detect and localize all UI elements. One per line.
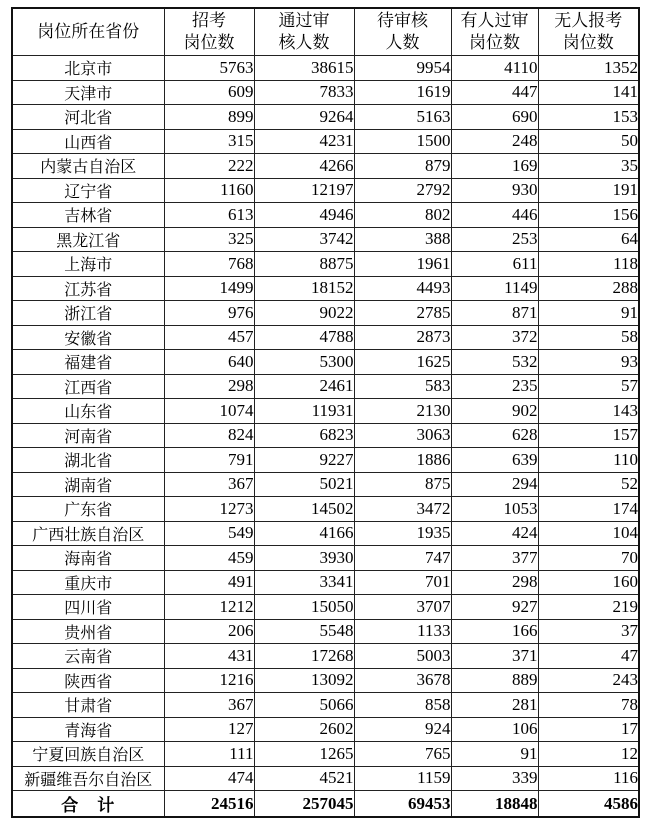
header-pending-review-people: 待审核 人数 bbox=[354, 8, 451, 56]
value-cell: 118 bbox=[538, 252, 639, 277]
value-cell: 93 bbox=[538, 350, 639, 375]
value-cell: 609 bbox=[164, 80, 254, 105]
province-cell: 天津市 bbox=[12, 80, 164, 105]
value-cell: 38615 bbox=[254, 56, 354, 81]
value-cell: 281 bbox=[451, 693, 538, 718]
province-cell: 内蒙古自治区 bbox=[12, 154, 164, 179]
value-cell: 628 bbox=[451, 423, 538, 448]
value-cell: 294 bbox=[451, 472, 538, 497]
value-cell: 583 bbox=[354, 374, 451, 399]
value-cell: 1160 bbox=[164, 178, 254, 203]
value-cell: 858 bbox=[354, 693, 451, 718]
value-cell: 6823 bbox=[254, 423, 354, 448]
value-cell: 1074 bbox=[164, 399, 254, 424]
table-row bbox=[12, 178, 639, 203]
value-cell: 1133 bbox=[354, 619, 451, 644]
value-cell: 157 bbox=[538, 423, 639, 448]
value-cell: 367 bbox=[164, 693, 254, 718]
table-row bbox=[12, 717, 639, 742]
value-cell: 3472 bbox=[354, 497, 451, 522]
value-cell: 372 bbox=[451, 325, 538, 350]
value-cell: 9954 bbox=[354, 56, 451, 81]
value-cell: 253 bbox=[451, 227, 538, 252]
value-cell: 457 bbox=[164, 325, 254, 350]
value-cell: 1961 bbox=[354, 252, 451, 277]
value-cell: 879 bbox=[354, 154, 451, 179]
value-cell: 248 bbox=[451, 129, 538, 154]
value-cell: 174 bbox=[538, 497, 639, 522]
value-cell: 5003 bbox=[354, 644, 451, 669]
table-row bbox=[12, 766, 639, 791]
value-cell: 169 bbox=[451, 154, 538, 179]
table-row bbox=[12, 56, 639, 81]
province-cell: 重庆市 bbox=[12, 570, 164, 595]
value-cell: 976 bbox=[164, 301, 254, 326]
value-cell: 4586 bbox=[538, 791, 639, 818]
value-cell: 1625 bbox=[354, 350, 451, 375]
province-cell: 广西壮族自治区 bbox=[12, 521, 164, 546]
value-cell: 459 bbox=[164, 546, 254, 571]
value-cell: 14502 bbox=[254, 497, 354, 522]
value-cell: 1500 bbox=[354, 129, 451, 154]
value-cell: 367 bbox=[164, 472, 254, 497]
value-cell: 532 bbox=[451, 350, 538, 375]
province-cell: 陕西省 bbox=[12, 668, 164, 693]
value-cell: 1159 bbox=[354, 766, 451, 791]
total-label-cell: 合 计 bbox=[12, 791, 164, 818]
value-cell: 4788 bbox=[254, 325, 354, 350]
value-cell: 127 bbox=[164, 717, 254, 742]
value-cell: 243 bbox=[538, 668, 639, 693]
province-cell: 河北省 bbox=[12, 105, 164, 130]
value-cell: 765 bbox=[354, 742, 451, 767]
value-cell: 1499 bbox=[164, 276, 254, 301]
value-cell: 5763 bbox=[164, 56, 254, 81]
value-cell: 116 bbox=[538, 766, 639, 791]
value-cell: 7833 bbox=[254, 80, 354, 105]
value-cell: 257045 bbox=[254, 791, 354, 818]
value-cell: 2792 bbox=[354, 178, 451, 203]
value-cell: 153 bbox=[538, 105, 639, 130]
value-cell: 57 bbox=[538, 374, 639, 399]
value-cell: 11931 bbox=[254, 399, 354, 424]
province-cell: 河南省 bbox=[12, 423, 164, 448]
value-cell: 106 bbox=[451, 717, 538, 742]
value-cell: 4166 bbox=[254, 521, 354, 546]
table-row bbox=[12, 105, 639, 130]
province-cell: 青海省 bbox=[12, 717, 164, 742]
province-cell: 吉林省 bbox=[12, 203, 164, 228]
value-cell: 4110 bbox=[451, 56, 538, 81]
province-cell: 黑龙江省 bbox=[12, 227, 164, 252]
value-cell: 802 bbox=[354, 203, 451, 228]
table-row bbox=[12, 227, 639, 252]
header-passed-review-people: 通过审 核人数 bbox=[254, 8, 354, 56]
value-cell: 1265 bbox=[254, 742, 354, 767]
value-cell: 4231 bbox=[254, 129, 354, 154]
table-row bbox=[12, 203, 639, 228]
province-cell: 四川省 bbox=[12, 595, 164, 620]
value-cell: 613 bbox=[164, 203, 254, 228]
province-cell: 山东省 bbox=[12, 399, 164, 424]
header-province bbox=[12, 8, 164, 56]
value-cell: 3063 bbox=[354, 423, 451, 448]
table-row bbox=[12, 521, 639, 546]
value-cell: 37 bbox=[538, 619, 639, 644]
value-cell: 1619 bbox=[354, 80, 451, 105]
value-cell: 339 bbox=[451, 766, 538, 791]
table-body bbox=[12, 56, 639, 818]
value-cell: 47 bbox=[538, 644, 639, 669]
value-cell: 3707 bbox=[354, 595, 451, 620]
value-cell: 12 bbox=[538, 742, 639, 767]
table-row bbox=[12, 154, 639, 179]
value-cell: 288 bbox=[538, 276, 639, 301]
province-cell: 甘肃省 bbox=[12, 693, 164, 718]
value-cell: 5021 bbox=[254, 472, 354, 497]
value-cell: 611 bbox=[451, 252, 538, 277]
province-cell: 上海市 bbox=[12, 252, 164, 277]
value-cell: 2873 bbox=[354, 325, 451, 350]
value-cell: 1212 bbox=[164, 595, 254, 620]
province-cell: 宁夏回族自治区 bbox=[12, 742, 164, 767]
value-cell: 1149 bbox=[451, 276, 538, 301]
value-cell: 64 bbox=[538, 227, 639, 252]
value-cell: 1053 bbox=[451, 497, 538, 522]
table-row bbox=[12, 80, 639, 105]
value-cell: 104 bbox=[538, 521, 639, 546]
value-cell: 4493 bbox=[354, 276, 451, 301]
table-row bbox=[12, 742, 639, 767]
value-cell: 91 bbox=[451, 742, 538, 767]
table-row bbox=[12, 595, 639, 620]
value-cell: 222 bbox=[164, 154, 254, 179]
value-cell: 388 bbox=[354, 227, 451, 252]
header-province-label: 岗位所在省份 bbox=[37, 22, 140, 42]
value-cell: 1935 bbox=[354, 521, 451, 546]
value-cell: 690 bbox=[451, 105, 538, 130]
value-cell: 160 bbox=[538, 570, 639, 595]
value-cell: 871 bbox=[451, 301, 538, 326]
value-cell: 3742 bbox=[254, 227, 354, 252]
value-cell: 18152 bbox=[254, 276, 354, 301]
value-cell: 9264 bbox=[254, 105, 354, 130]
value-cell: 446 bbox=[451, 203, 538, 228]
value-cell: 424 bbox=[451, 521, 538, 546]
value-cell: 639 bbox=[451, 448, 538, 473]
value-cell: 824 bbox=[164, 423, 254, 448]
value-cell: 219 bbox=[538, 595, 639, 620]
province-cell: 北京市 bbox=[12, 56, 164, 81]
value-cell: 5163 bbox=[354, 105, 451, 130]
province-cell: 安徽省 bbox=[12, 325, 164, 350]
province-cell: 江苏省 bbox=[12, 276, 164, 301]
value-cell: 1886 bbox=[354, 448, 451, 473]
value-cell: 9227 bbox=[254, 448, 354, 473]
value-cell: 50 bbox=[538, 129, 639, 154]
value-cell: 235 bbox=[451, 374, 538, 399]
value-cell: 377 bbox=[451, 546, 538, 571]
table-row bbox=[12, 129, 639, 154]
value-cell: 474 bbox=[164, 766, 254, 791]
table-row bbox=[12, 497, 639, 522]
value-cell: 58 bbox=[538, 325, 639, 350]
value-cell: 4521 bbox=[254, 766, 354, 791]
value-cell: 431 bbox=[164, 644, 254, 669]
total-row bbox=[12, 791, 639, 818]
value-cell: 9022 bbox=[254, 301, 354, 326]
value-cell: 768 bbox=[164, 252, 254, 277]
value-cell: 371 bbox=[451, 644, 538, 669]
value-cell: 8875 bbox=[254, 252, 354, 277]
value-cell: 549 bbox=[164, 521, 254, 546]
table-row bbox=[12, 619, 639, 644]
value-cell: 447 bbox=[451, 80, 538, 105]
province-cell: 新疆维吾尔自治区 bbox=[12, 766, 164, 791]
header-positions-no-applicants: 无人报考 岗位数 bbox=[538, 8, 639, 56]
value-cell: 143 bbox=[538, 399, 639, 424]
table-row bbox=[12, 546, 639, 571]
province-review-table bbox=[11, 7, 640, 818]
value-cell: 298 bbox=[164, 374, 254, 399]
value-cell: 52 bbox=[538, 472, 639, 497]
value-cell: 70 bbox=[538, 546, 639, 571]
value-cell: 640 bbox=[164, 350, 254, 375]
value-cell: 1273 bbox=[164, 497, 254, 522]
province-cell: 贵州省 bbox=[12, 619, 164, 644]
province-cell: 福建省 bbox=[12, 350, 164, 375]
value-cell: 701 bbox=[354, 570, 451, 595]
value-cell: 5548 bbox=[254, 619, 354, 644]
province-cell: 山西省 bbox=[12, 129, 164, 154]
table-row bbox=[12, 374, 639, 399]
table-row bbox=[12, 276, 639, 301]
province-cell: 海南省 bbox=[12, 546, 164, 571]
value-cell: 15050 bbox=[254, 595, 354, 620]
value-cell: 2785 bbox=[354, 301, 451, 326]
value-cell: 930 bbox=[451, 178, 538, 203]
value-cell: 875 bbox=[354, 472, 451, 497]
table-row bbox=[12, 423, 639, 448]
value-cell: 13092 bbox=[254, 668, 354, 693]
value-cell: 1352 bbox=[538, 56, 639, 81]
table-row bbox=[12, 325, 639, 350]
province-cell: 江西省 bbox=[12, 374, 164, 399]
value-cell: 111 bbox=[164, 742, 254, 767]
header-positions-with-passed: 有人过审 岗位数 bbox=[451, 8, 538, 56]
value-cell: 4946 bbox=[254, 203, 354, 228]
table-row bbox=[12, 350, 639, 375]
table-row bbox=[12, 693, 639, 718]
header-row bbox=[12, 8, 639, 56]
table-row bbox=[12, 252, 639, 277]
value-cell: 2130 bbox=[354, 399, 451, 424]
value-cell: 4266 bbox=[254, 154, 354, 179]
table-row bbox=[12, 472, 639, 497]
table-row bbox=[12, 399, 639, 424]
value-cell: 5066 bbox=[254, 693, 354, 718]
value-cell: 3341 bbox=[254, 570, 354, 595]
value-cell: 902 bbox=[451, 399, 538, 424]
table-row bbox=[12, 668, 639, 693]
value-cell: 3930 bbox=[254, 546, 354, 571]
value-cell: 2461 bbox=[254, 374, 354, 399]
value-cell: 315 bbox=[164, 129, 254, 154]
province-cell: 湖北省 bbox=[12, 448, 164, 473]
value-cell: 35 bbox=[538, 154, 639, 179]
value-cell: 91 bbox=[538, 301, 639, 326]
value-cell: 206 bbox=[164, 619, 254, 644]
value-cell: 141 bbox=[538, 80, 639, 105]
value-cell: 927 bbox=[451, 595, 538, 620]
table-row bbox=[12, 570, 639, 595]
province-cell: 广东省 bbox=[12, 497, 164, 522]
table-row bbox=[12, 448, 639, 473]
value-cell: 889 bbox=[451, 668, 538, 693]
value-cell: 17 bbox=[538, 717, 639, 742]
table-row bbox=[12, 301, 639, 326]
value-cell: 747 bbox=[354, 546, 451, 571]
value-cell: 78 bbox=[538, 693, 639, 718]
value-cell: 166 bbox=[451, 619, 538, 644]
value-cell: 298 bbox=[451, 570, 538, 595]
value-cell: 156 bbox=[538, 203, 639, 228]
value-cell: 791 bbox=[164, 448, 254, 473]
value-cell: 899 bbox=[164, 105, 254, 130]
value-cell: 24516 bbox=[164, 791, 254, 818]
value-cell: 2602 bbox=[254, 717, 354, 742]
value-cell: 491 bbox=[164, 570, 254, 595]
table-row bbox=[12, 644, 639, 669]
value-cell: 69453 bbox=[354, 791, 451, 818]
province-cell: 云南省 bbox=[12, 644, 164, 669]
value-cell: 18848 bbox=[451, 791, 538, 818]
value-cell: 110 bbox=[538, 448, 639, 473]
province-cell: 辽宁省 bbox=[12, 178, 164, 203]
value-cell: 17268 bbox=[254, 644, 354, 669]
value-cell: 924 bbox=[354, 717, 451, 742]
value-cell: 325 bbox=[164, 227, 254, 252]
value-cell: 191 bbox=[538, 178, 639, 203]
value-cell: 12197 bbox=[254, 178, 354, 203]
value-cell: 5300 bbox=[254, 350, 354, 375]
value-cell: 1216 bbox=[164, 668, 254, 693]
header-recruit-positions: 招考 岗位数 bbox=[164, 8, 254, 56]
province-cell: 湖南省 bbox=[12, 472, 164, 497]
value-cell: 3678 bbox=[354, 668, 451, 693]
province-cell: 浙江省 bbox=[12, 301, 164, 326]
